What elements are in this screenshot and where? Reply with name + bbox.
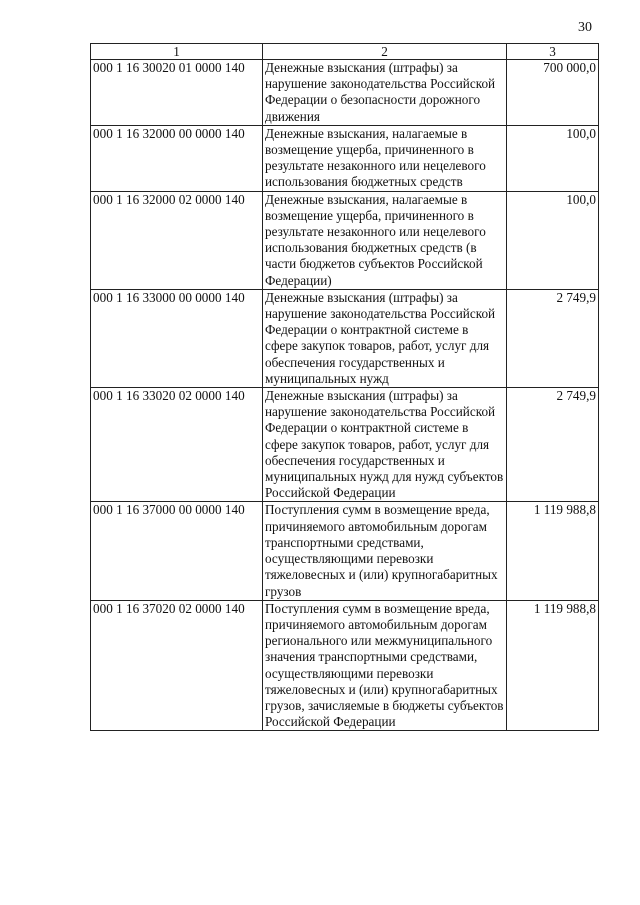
revenue-name: Поступления сумм в возмещение вреда, причиняемого автомобильным дорогам регионального или межмуниципального значения транспортными средствами, осуществляющими перевозки тяжеловесных и (или) крупногабаритных грузов, зачисляемые в бюджеты субъектов Российской Федерации [263, 600, 507, 731]
revenue-amount: 2 749,9 [507, 289, 599, 387]
revenue-amount: 1 119 988,8 [507, 502, 599, 600]
revenue-name: Денежные взыскания, налагаемые в возмещение ущерба, причиненного в результате незаконного или нецелевого использования бюджетных средств [263, 125, 507, 191]
revenue-code: 000 1 16 32000 02 0000 140 [91, 191, 263, 289]
revenue-code: 000 1 16 33000 00 0000 140 [91, 289, 263, 387]
table-row [91, 191, 599, 289]
revenue-table [90, 43, 599, 731]
revenue-amount: 2 749,9 [507, 388, 599, 502]
table-row [91, 60, 599, 126]
revenue-code: 000 1 16 37000 00 0000 140 [91, 502, 263, 600]
table-row [91, 125, 599, 191]
column-header-amount: 3 [507, 44, 599, 60]
revenue-name: Денежные взыскания (штрафы) за нарушение законодательства Российской Федерации о безопасности дорожного движения [263, 60, 507, 126]
revenue-name: Денежные взыскания, налагаемые в возмещение ущерба, причиненного в результате незаконного или нецелевого использования бюджетных средств (в части бюджетов субъектов Российской Федерации) [263, 191, 507, 289]
table-row [91, 289, 599, 387]
revenue-amount: 1 119 988,8 [507, 600, 599, 731]
revenue-amount: 100,0 [507, 125, 599, 191]
column-header-code: 1 [91, 44, 263, 60]
revenue-code: 000 1 16 33020 02 0000 140 [91, 388, 263, 502]
table-header-row [91, 44, 599, 60]
revenue-code: 000 1 16 30020 01 0000 140 [91, 60, 263, 126]
page-number: 30 [578, 20, 592, 35]
table-row [91, 388, 599, 502]
revenue-amount: 700 000,0 [507, 60, 599, 126]
column-header-name: 2 [263, 44, 507, 60]
table-row [91, 600, 599, 731]
revenue-amount: 100,0 [507, 191, 599, 289]
table-row [91, 502, 599, 600]
revenue-name: Денежные взыскания (штрафы) за нарушение законодательства Российской Федерации о контрактной системе в сфере закупок товаров, работ, услуг для обеспечения государственных и муниципальных нужд для нужд субъектов Российской Федерации [263, 388, 507, 502]
revenue-code: 000 1 16 37020 02 0000 140 [91, 600, 263, 731]
revenue-name: Денежные взыскания (штрафы) за нарушение законодательства Российской Федерации о контрактной системе в сфере закупок товаров, работ, услуг для обеспечения государственных и муниципальных нужд [263, 289, 507, 387]
revenue-name: Поступления сумм в возмещение вреда, причиняемого автомобильным дорогам транспортными средствами, осуществляющими перевозки тяжеловесных и (или) крупногабаритных грузов [263, 502, 507, 600]
revenue-code: 000 1 16 32000 00 0000 140 [91, 125, 263, 191]
